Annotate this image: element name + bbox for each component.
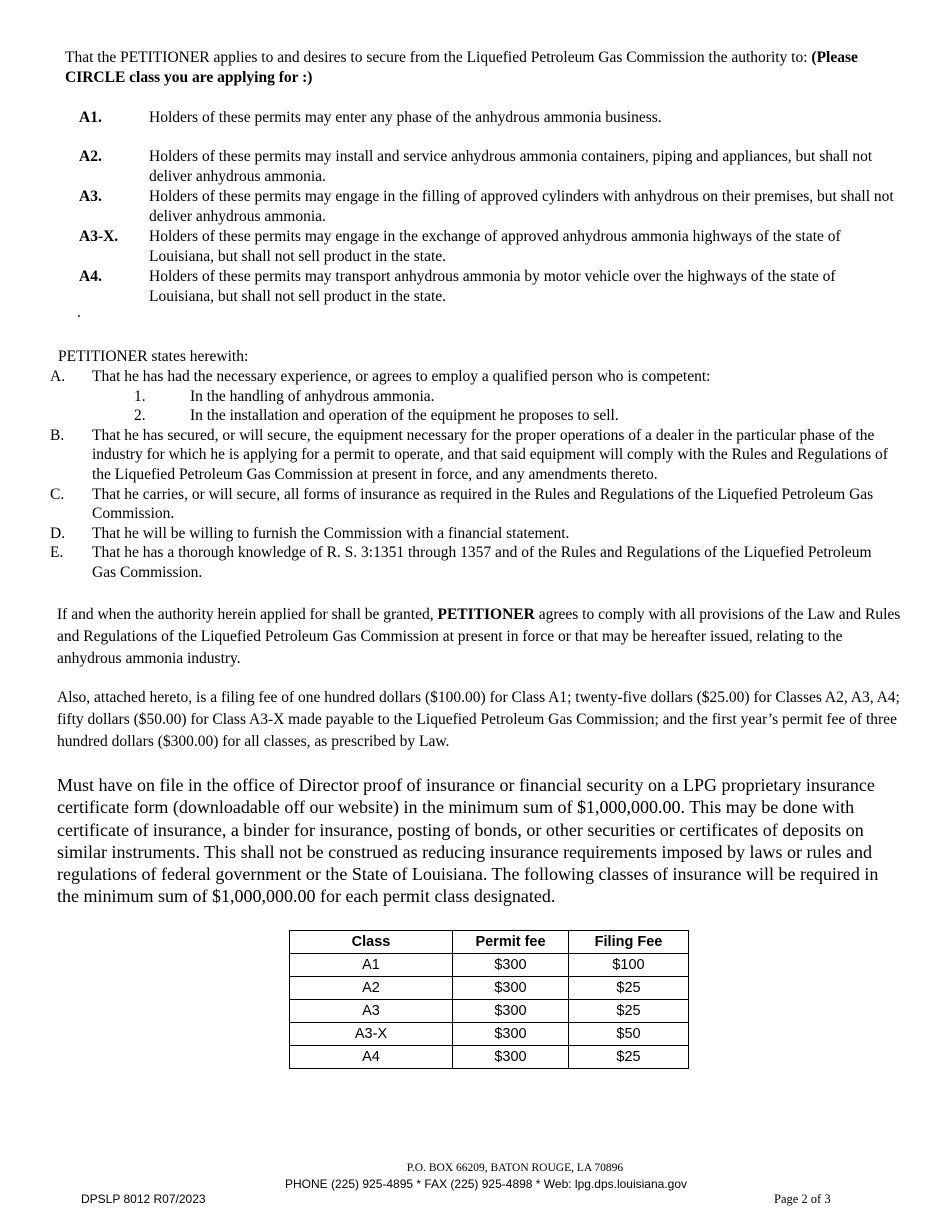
statement-text: That he will be willing to furnish the Commission with a financial statement. — [92, 524, 570, 542]
circle-instruction: (Please CIRCLE class you are applying for :) — [65, 49, 858, 86]
compliance-text-after: agrees to comply with all provisions of the Law and Rules and Regulations of the Liquefied Petroleum Gas Commission at present in force or that may be hereafter issued, relating to the anhydrous ammonia industry. — [57, 606, 901, 667]
permit-class-a3x[interactable] — [79, 227, 899, 267]
cell-filing-fee: $50 — [569, 1023, 689, 1046]
table-row — [290, 954, 689, 977]
class-description: Holders of these permits may transport anhydrous ammonia by motor vehicle over the highways of the state of Louisiana, but shall not sell product in the state. — [149, 268, 836, 305]
petitioner-bold: PETITIONER — [437, 606, 535, 623]
statement-letter: A. — [50, 368, 66, 385]
permit-class-a2[interactable] — [79, 147, 899, 187]
statement-a-sub-1 — [50, 387, 895, 407]
cell-filing-fee: $25 — [569, 1000, 689, 1023]
class-description: Holders of these permits may engage in the exchange of approved anhydrous ammonia highways of the state of Louisiana, but shall not sell product in the state. — [149, 228, 841, 265]
statements-list — [50, 367, 895, 583]
statement-a — [50, 367, 895, 387]
insurance-paragraph: Must have on file in the office of Director proof of insurance or financial security on a LPG proprietary insurance certificate form (downloadable off our website) in the minimum sum of $1,000,000.00. This may be done with certificate of insurance, a binder for insurance, posting of bonds, or other securities or certificates of deposits on similar instruments. This shall not be construed as reducing insurance requirements imposed by laws or rules and regulations of federal government or the State of Louisiana. The following classes of insurance will be required in the minimum sum of $1,000,000.00 for each permit class designated. — [57, 775, 879, 907]
fee-table-header-row — [290, 931, 689, 954]
footer-address: P.O. BOX 66209, BATON ROUGE, LA 70896 — [406, 1162, 624, 1174]
cell-class: A3-X — [290, 1023, 453, 1046]
cell-class: A1 — [290, 954, 453, 977]
statement-letter: E. — [50, 544, 64, 562]
cell-class: A3 — [290, 1000, 453, 1023]
statement-c — [50, 485, 895, 524]
intro-text: That the PETITIONER applies to and desires to secure from the Liquefied Petroleum Gas Commission the authority to: — [65, 49, 812, 66]
class-code: A4. — [79, 268, 102, 285]
sub-number: 1. — [134, 387, 146, 405]
stray-period: . — [77, 304, 81, 321]
cell-permit-fee: $300 — [453, 1000, 569, 1023]
cell-class: A2 — [290, 977, 453, 1000]
header-filing-fee: Filing Fee — [569, 931, 689, 954]
statement-text: That he has secured, or will secure, the equipment necessary for the proper operations of a dealer in the particular phase of the industry for which he is applying for a permit to operate, and that said equipment will comply with the Rules and Regulations of the Liquefied Petroleum Gas Commission at present in force, and any amendments thereto. — [92, 426, 888, 483]
fees-paragraph: Also, attached hereto, is a filing fee of one hundred dollars ($100.00) for Class A1; twenty-five dollars ($25.00) for Classes A2, A3, A4; fifty dollars ($50.00) for Class A3-X made payable to the Liquefied Petroleum Gas Commission; and the first year’s permit fee of three hundred dollars ($300.00) for all classes, as prescribed by Law. — [57, 689, 900, 750]
permit-class-a4[interactable] — [79, 267, 899, 307]
sub-text: In the installation and operation of the equipment he proposes to sell. — [190, 407, 619, 425]
statement-text: That he carries, or will secure, all forms of insurance as required in the Rules and Regulations of the Liquefied Petroleum Gas Commission. — [92, 485, 874, 523]
statement-letter: D. — [50, 524, 66, 542]
cell-permit-fee: $300 — [453, 1023, 569, 1046]
sub-number: 2. — [134, 407, 146, 425]
cell-filing-fee: $100 — [569, 954, 689, 977]
intro-paragraph — [65, 48, 895, 88]
sub-text: In the handling of anhydrous ammonia. — [190, 387, 435, 405]
statement-text: That he has a thorough knowledge of R. S. 3:1351 through 1357 and of the Rules and Regulations of the Liquefied Petroleum Gas Commission. — [92, 544, 872, 581]
statement-a-sub-2 — [50, 406, 895, 426]
class-code: A1. — [79, 109, 102, 126]
table-row — [290, 977, 689, 1000]
header-permit-fee: Permit fee — [453, 931, 569, 954]
statement-letter: B. — [50, 426, 65, 444]
cell-permit-fee: $300 — [453, 1046, 569, 1069]
statement-text: That he has had the necessary experience, or agrees to employ a qualified person who is competent: — [92, 368, 711, 385]
cell-permit-fee: $300 — [453, 954, 569, 977]
statement-d — [50, 524, 895, 544]
header-class: Class — [290, 931, 453, 954]
compliance-text-before: If and when the authority herein applied for shall be granted, — [57, 606, 438, 623]
page-number: Page 2 of 3 — [774, 1192, 831, 1206]
cell-class: A4 — [290, 1046, 453, 1069]
class-description: Holders of these permits may enter any phase of the anhydrous ammonia business. — [149, 109, 662, 126]
table-row — [290, 1000, 689, 1023]
permit-class-a3[interactable] — [79, 187, 899, 227]
compliance-paragraph — [57, 604, 902, 670]
table-row — [290, 1023, 689, 1046]
permit-class-list — [79, 108, 899, 307]
class-description: Holders of these permits may engage in the filling of approved cylinders with anhydrous on their premises, but shall not deliver anhydrous ammonia. — [149, 188, 894, 225]
table-row — [290, 1046, 689, 1069]
class-code: A3. — [79, 188, 102, 205]
statement-b — [50, 426, 895, 485]
statements-heading: PETITIONER states herewith: — [58, 348, 249, 365]
class-code: A2. — [79, 148, 102, 165]
cell-filing-fee: $25 — [569, 1046, 689, 1069]
statement-e — [50, 543, 895, 582]
form-code: DPSLP 8012 R07/2023 — [81, 1192, 206, 1206]
permit-class-a1[interactable] — [79, 108, 899, 128]
class-description: Holders of these permits may install and service anhydrous ammonia containers, piping and appliances, but shall not deliver anhydrous ammonia. — [149, 148, 873, 185]
cell-filing-fee: $25 — [569, 977, 689, 1000]
cell-permit-fee: $300 — [453, 977, 569, 1000]
class-code: A3-X. — [79, 228, 119, 245]
statement-letter: C. — [50, 485, 65, 503]
fee-table — [289, 930, 689, 1069]
footer-contact: PHONE (225) 925-4895 * FAX (225) 925-4898 * Web: lpg.dps.louisiana.gov — [284, 1177, 688, 1191]
